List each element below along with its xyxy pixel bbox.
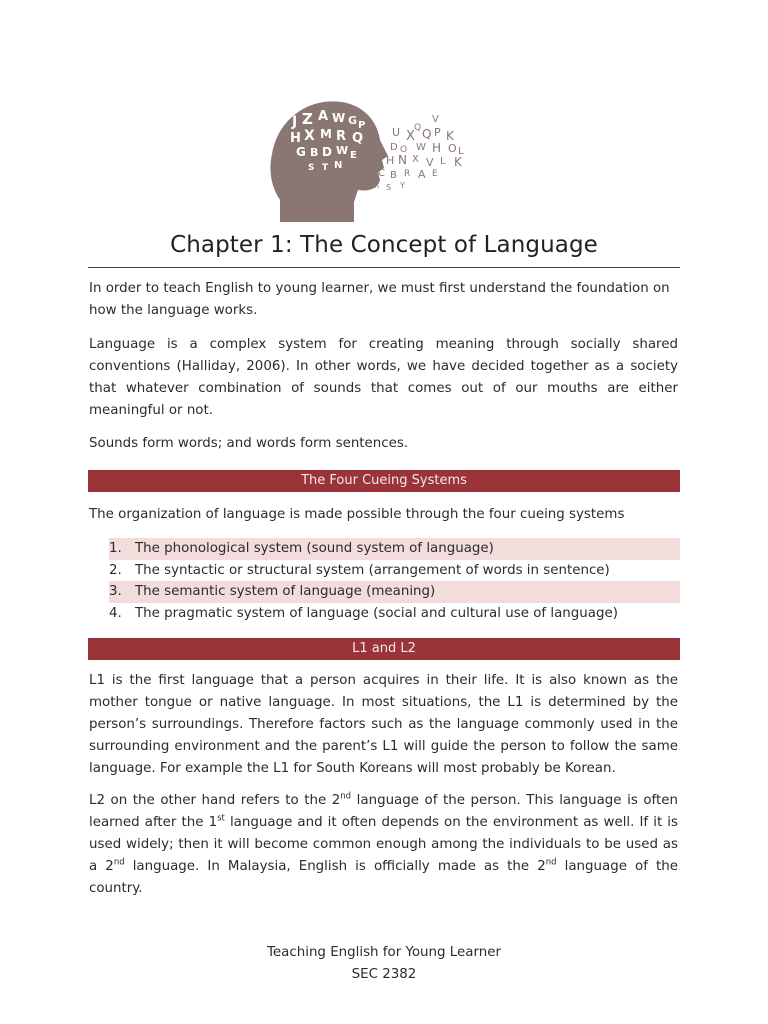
svg-text:X: X (374, 181, 380, 190)
footer-course-code: SEC 2382 (351, 967, 417, 982)
svg-text:V: V (432, 114, 439, 125)
svg-text:B: B (390, 170, 397, 181)
svg-text:T: T (322, 163, 329, 173)
svg-text:Z: Z (302, 110, 313, 128)
svg-text:X: X (406, 129, 415, 144)
list-number: 3. (109, 584, 122, 599)
list-number: 2. (109, 562, 122, 578)
svg-text:Q: Q (422, 127, 432, 141)
svg-text:T: T (366, 175, 371, 184)
svg-text:W: W (336, 144, 349, 157)
cueing-systems-list (109, 538, 680, 624)
svg-text:L: L (458, 146, 464, 157)
svg-text:S: S (308, 163, 315, 173)
list-text: The phonological system (sound system of language) (135, 541, 494, 556)
list-text: The semantic system of language (meaning) (135, 584, 436, 599)
svg-text:Y: Y (400, 181, 405, 190)
section-heading-cueing-systems: The Four Cueing Systems (88, 470, 680, 492)
svg-text:B: B (310, 146, 319, 159)
footer-course-title: Teaching English for Young Learner (267, 945, 501, 960)
list-item (109, 560, 680, 582)
list-number: 4. (109, 605, 122, 621)
svg-text:P: P (358, 120, 366, 131)
svg-text:P: P (434, 126, 441, 139)
chapter-title: Chapter 1: The Concept of Language (170, 232, 598, 258)
l2-paragraph: L2 on the other hand refers to the 2nd language of the person. This language is often learned after the 1st language and it often depends on the environment as well. If it is used widely; then it will become common enough among the individuals to be used as a 2nd language. In Malaysia, English is officially made as the 2nd language of the country. (89, 791, 678, 896)
svg-text:L: L (440, 156, 446, 167)
svg-text:E: E (432, 169, 438, 179)
svg-text:Q: Q (414, 123, 422, 133)
svg-text:K: K (454, 155, 462, 169)
intro-paragraph-2: Language is a complex system for creating meaning through socially shared conventions (Halliday, 2006). In other words, we have decided together as a society that whatever combination of sounds that comes out of our mouths are either meaningful or not. (89, 337, 678, 418)
cueing-lead-text: The organization of language is made possible through the four cueing systems (89, 507, 625, 522)
list-item (109, 603, 680, 625)
svg-text:A: A (318, 109, 329, 124)
svg-text:O: O (400, 145, 408, 155)
svg-text:A: A (418, 168, 426, 181)
svg-text:R: R (336, 129, 347, 144)
svg-text:D: D (322, 145, 332, 159)
list-item (109, 538, 680, 560)
svg-text:E: E (350, 150, 357, 161)
svg-text:X: X (412, 154, 419, 165)
svg-text:G: G (296, 145, 306, 159)
svg-text:R: R (404, 169, 411, 179)
svg-text:J: J (292, 114, 298, 130)
list-number: 1. (109, 541, 122, 556)
list-text: The syntactic or structural system (arrangement of words in sentence) (135, 562, 610, 578)
intro-paragraph-3: Sounds form words; and words form sentences. (89, 436, 409, 451)
svg-text:S: S (386, 183, 392, 192)
title-divider (88, 267, 680, 268)
list-item (109, 581, 680, 603)
svg-text:U: U (392, 126, 401, 139)
svg-text:N: N (334, 160, 343, 171)
list-text: The pragmatic system of language (social and cultural use of language) (135, 605, 618, 621)
svg-text:N: N (398, 153, 407, 167)
svg-text:G: G (348, 114, 358, 127)
section-heading-l1-l2: L1 and L2 (88, 638, 680, 660)
svg-text:H: H (290, 131, 301, 146)
head-silhouette (270, 101, 388, 222)
svg-text:W: W (416, 142, 426, 153)
svg-text:M: M (320, 127, 332, 141)
intro-paragraph-1: In order to teach English to young learner, we must first understand the foundation on how the language works. (89, 281, 670, 318)
l1-paragraph: L1 is the first language that a person acquires in their life. It is also known as the mother tongue or native language. In most situations, the L1 is determined by the person’s surroundings. Therefore factors such as the language commonly used in the surrounding environment and the parent’s L1 will guide the person to follow the same language. For example the L1 for South Koreans will most probably be Korean. (89, 673, 678, 776)
svg-text:C: C (378, 168, 385, 179)
svg-text:X: X (304, 128, 315, 144)
head-letters-illustration (262, 96, 482, 222)
svg-text:Q: Q (352, 131, 364, 146)
svg-text:V: V (426, 156, 434, 169)
svg-text:W: W (332, 111, 346, 125)
svg-text:D: D (390, 142, 398, 153)
svg-text:H: H (386, 154, 395, 167)
svg-text:H: H (432, 141, 442, 155)
svg-text:K: K (446, 129, 454, 143)
svg-text:O: O (448, 142, 457, 155)
